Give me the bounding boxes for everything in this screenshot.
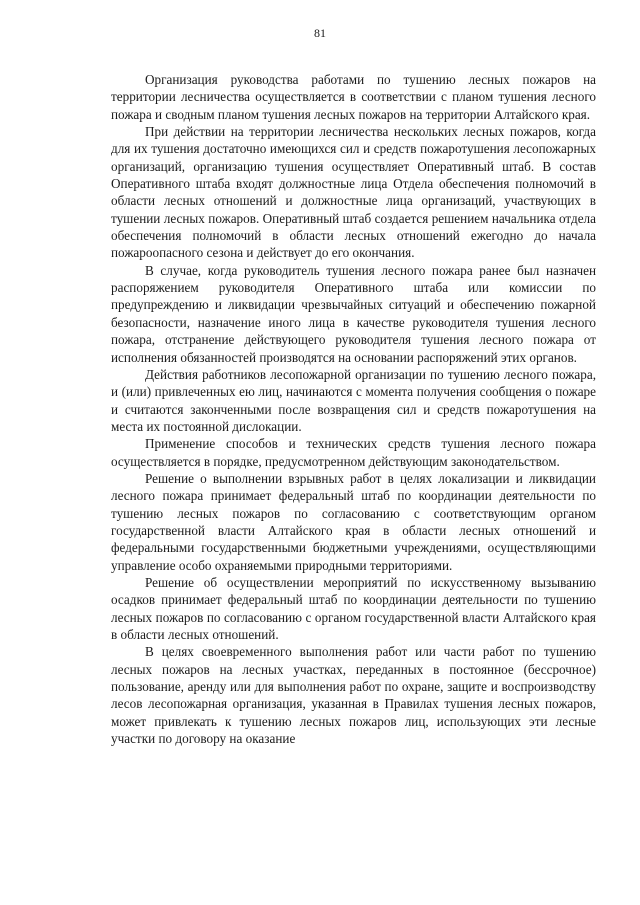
- page-number: 81: [314, 26, 326, 40]
- paragraph: В случае, когда руководитель тушения лесного пожара ранее был назначен распоряжением руководителя Оперативного штаба или комиссии по предупреждению и ликвидации чрезвычайных ситуаций и обеспечению пожарной безопасности, назначение иного лица в качестве руководителя тушения лесного пожара, отстранение действующего руководителя тушения лесного пожара от исполнения обязанностей производятся на основании распоряжений этих органов.: [111, 262, 596, 365]
- paragraph: Решение об осуществлении мероприятий по искусственному вызыванию осадков принимает федеральный штаб по координации деятельности по тушению лесных пожаров по согласованию с органом государственной власти Алтайского края в области лесных отношений.: [111, 574, 596, 642]
- paragraph: Действия работников лесопожарной организации по тушению лесного пожара, и (или) привлеченных ею лиц, начинаются с момента получения сообщения о пожаре и считаются законченными после возвращения сил и средств пожаротушения на места их постоянной дислокации.: [111, 366, 596, 434]
- paragraph: В целях своевременного выполнения работ или части работ по тушению лесных пожаров на лесных участках, переданных в постоянное (бессрочное) пользование, аренду или для выполнения работ по охране, защите и воспроизводству лесов лесопожарная организация, указанная в Правилах тушения лесных пожаров, может привлекать к тушению лесных пожаров лиц, использующих эти лесные участки по договору на оказание: [111, 644, 596, 747]
- paragraph: Организация руководства работами по тушению лесных пожаров на территории лесничества осуществляется в соответствии с планом тушения лесного пожара и сводным планом тушения лесных пожаров на территории Алтайского края.: [111, 72, 596, 122]
- paragraph: Решение о выполнении взрывных работ в целях локализации и ликвидации лесного пожара принимает федеральный штаб по координации деятельности по тушению лесных пожаров по согласованию с соответствующим органом государственной власти Алтайского края в области лесных отношений и федеральными государственными бюджетными учреждениями, осуществляющими управление особо охраняемыми природными территориями.: [111, 470, 596, 573]
- document-body: [111, 71, 596, 747]
- paragraph: Применение способов и технических средств тушения лесного пожара осуществляется в порядке, предусмотренном действующим законодательством.: [111, 436, 596, 469]
- paragraph: При действии на территории лесничества нескольких лесных пожаров, когда для их тушения достаточно имеющихся сил и средств пожаротушения лесопожарных организаций, организацию тушения осуществляет Оперативный штаб. В состав Оперативного штаба входят должностные лица Отдела обеспечения полномочий в области лесных отношений и должностные лица организаций, участвующих в тушении лесных пожаров. Оперативный штаб создается решением начальника отдела обеспечения полномочий в области лесных отношений ежегодно до начала пожароопасного сезона и действует до его окончания.: [111, 124, 596, 261]
